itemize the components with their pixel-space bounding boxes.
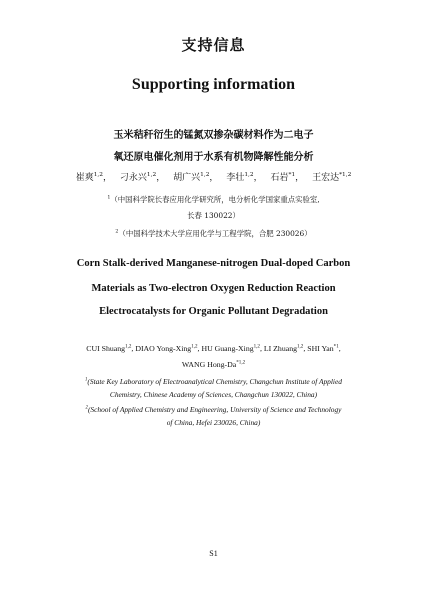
chinese-affiliation-2: $^2$（中国科学技术大学应用化学与工程学院，合肥 230026） [115, 229, 312, 238]
cn-author: 胡广兴$^{1,2}$ [173, 172, 210, 183]
en-author: DIAO Yong-Xing$^{1,2}$ [135, 343, 198, 353]
english-affiliation-2: $^2$(School of Applied Chemistry and Engineering, University of Science and Technology [85, 405, 342, 414]
english-heading: Supporting information [131, 76, 296, 93]
cn-author: 李壮$^{1,2}$ [226, 172, 254, 183]
english-title-line-2: Materials as Two-electron Oxygen Reduction Reaction [91, 283, 336, 294]
english-author-list-line-2 [0, 360, 427, 369]
chinese-heading: 支持信息 [181, 36, 246, 54]
page-number: S1 [209, 549, 218, 558]
en-author: WANG Hong-Da$^{*1,2}$ [181, 359, 246, 369]
english-affiliation-2-line-2: of China, Hefei 230026, China) [166, 418, 261, 427]
cn-author: 王宏达$^{*1,2}$ [312, 172, 352, 183]
chinese-title-line-1: 玉米秸秆衍生的锰氮双掺杂碳材料作为二电子 [113, 130, 314, 141]
chinese-title-line-2: 氧还原电催化剂用于水系有机物降解性能分析 [113, 152, 314, 163]
chinese-author-list: 崔爽$^{1,2}$， 刁永兴$^{1,2}$， 胡广兴$^{1,2}$， 李壮$^{1,2}$， 石岩$^{*1}$， 王宏达$^{*1,2}$ [75, 172, 352, 183]
english-title-line-3: Electrocatalysts for Organic Pollutant Degradation [99, 306, 328, 317]
en-author: SHI Yan$^{*1}$ [307, 343, 339, 353]
chinese-affiliation-1-line-2: 长春 130022） [187, 211, 240, 220]
cn-author: 石岩$^{*1}$ [270, 172, 296, 183]
english-author-list: CUI Shuang$^{1,2}$, DIAO Yong-Xing$^{1,2}$, HU Guang-Xing$^{1,2}$, LI Zhuang$^{1,2}$, SHI Yan$^{*1}$, [86, 343, 341, 353]
en-author: HU Guang-Xing$^{1,2}$ [201, 343, 260, 353]
cn-author: 崔爽$^{1,2}$ [75, 172, 104, 183]
en-author: LI Zhuang$^{1,2}$ [263, 343, 304, 353]
english-affiliation-1: $^1$(State Key Laboratory of Electroanalytical Chemistry, Changchun Institute of Applied [85, 377, 342, 386]
en-author: CUI Shuang$^{1,2}$ [86, 343, 132, 353]
english-affiliation-1-line-2: Chemistry, Chinese Academy of Sciences, Changchun 130022, China) [109, 390, 318, 399]
chinese-affiliation-1: $^1$（中国科学院长春应用化学研究所，电分析化学国家重点实验室, [107, 195, 320, 204]
english-title-line-1: Corn Stalk-derived Manganese-nitrogen Dual-doped Carbon [76, 258, 351, 269]
cn-author: 刁永兴$^{1,2}$ [119, 172, 157, 183]
